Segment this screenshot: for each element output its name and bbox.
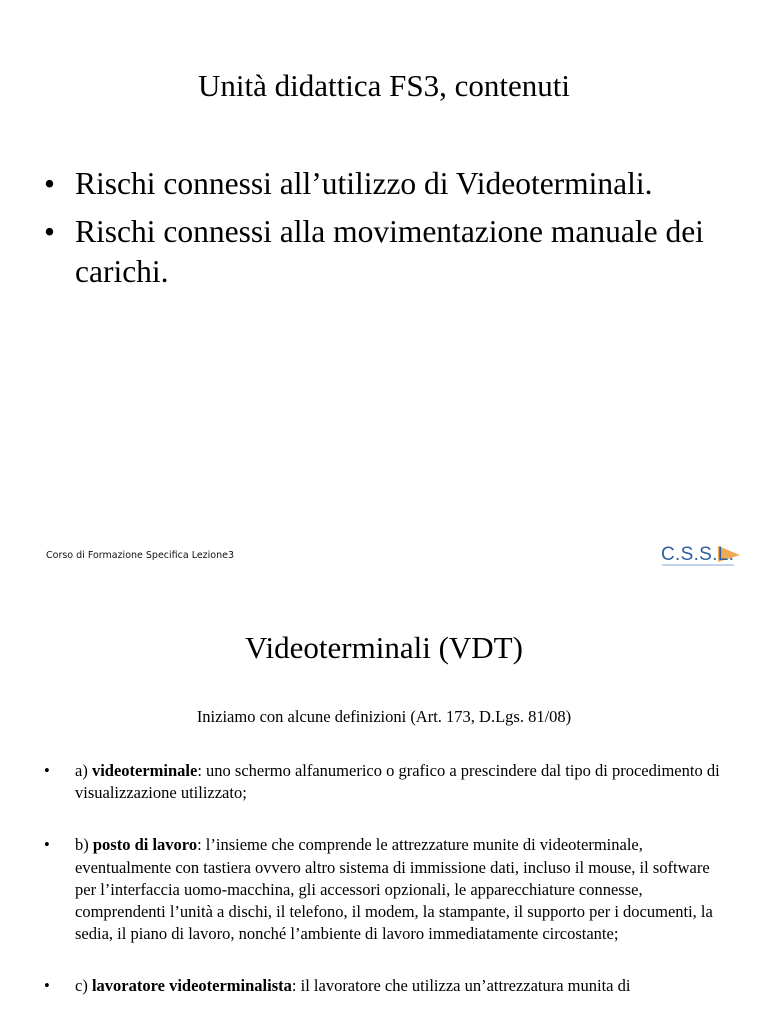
slide-title: Unità didattica FS3, contenuti <box>198 68 570 103</box>
bullet-icon: • <box>44 976 50 996</box>
definition-item <box>44 760 734 804</box>
footer-course-label: Corso di Formazione Specifica Lezione3 <box>46 550 235 561</box>
definition-item <box>44 834 734 945</box>
content-bullet-list <box>44 164 734 300</box>
definition-prefix: b) <box>75 835 93 855</box>
definition-text: : uno schermo alfanumerico o grafico a prescindere dal tipo di procedimento di visualizzazione utilizzato; <box>75 761 720 803</box>
bullet-icon: • <box>44 835 50 855</box>
bullet-icon: • <box>44 214 56 249</box>
bullet-icon: • <box>44 761 50 780</box>
slide-subtitle: Iniziamo con alcune definizioni (Art. 173, D.Lgs. 81/08) <box>196 707 572 726</box>
definition-term: lavoratore videoterminalista <box>91 976 292 996</box>
definition-text: : l’insieme che comprende le attrezzature munite di videoterminale, eventualmente con tastiera ovvero altro sistema di immissione dati, incluso il mouse, il software per l’interfaccia uomo-macchina, gli accessori opzionali, le apparecchiature connesse, comprendenti l’unità a dischi, il telefono, il modem, la stampante, il supporto per i documenti, la sedia, il piano di lavoro, nonché l’ambiente di lavoro immediatamente circostante; <box>75 835 713 944</box>
list-item <box>44 212 734 292</box>
definition-term: posto di lavoro <box>92 835 198 855</box>
cssl-logo <box>660 540 742 570</box>
definition-prefix: c) <box>75 976 92 996</box>
definition-text: : il lavoratore che utilizza un’attrezzatura munita di <box>291 976 631 996</box>
definition-term: videoterminale <box>91 761 198 780</box>
bullet-icon: • <box>44 166 56 201</box>
definitions-list <box>44 760 734 1028</box>
definition-prefix: a) <box>75 761 92 780</box>
list-item-text: Rischi connessi alla movimentazione manuale dei carichi. <box>75 214 704 289</box>
svg-text:C.S.S.L.: C.S.S.L. <box>661 544 735 565</box>
slide-2 <box>0 576 768 1024</box>
slide-title: Videoterminali (VDT) <box>245 630 523 665</box>
list-item-text: Rischi connessi all’utilizzo di Videoterminali. <box>75 166 653 201</box>
definition-item <box>44 975 734 997</box>
list-item <box>44 164 734 204</box>
